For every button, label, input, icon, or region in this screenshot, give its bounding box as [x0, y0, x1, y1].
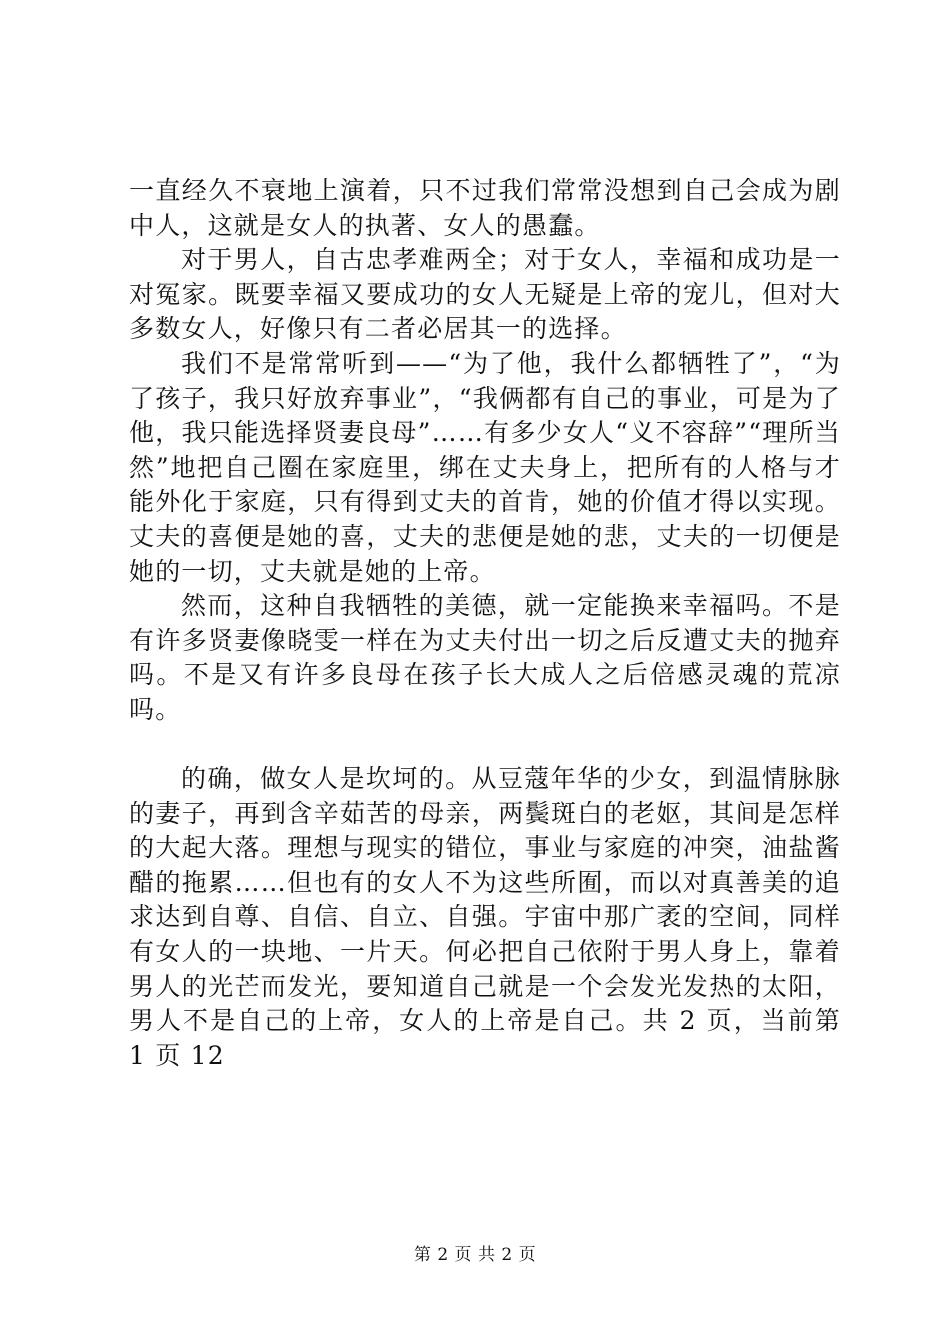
- page-footer: 第 2 页 共 2 页: [413, 1245, 537, 1265]
- paragraph-1: 一直经久不衰地上演着，只不过我们常常没想到自己会成为剧中人，这就是女人的执著、女人的愚蠢。: [129, 176, 841, 240]
- document-body: [129, 174, 841, 1073]
- paragraph-3: 我们不是常常听到——“为了他，我什么都牺牲了”，“为了孩子，我只好放弃事业”，“我俩都有自己的事业，可是为了他，我只能选择贤妻良母”……有多少女人“义不容辞”“理所当然”地把自己圈在家庭里，绑在丈夫身上，把所有的人格与才能外化于家庭，只有得到丈夫的首肯，她的价值才得以实现。丈夫的喜便是她的喜，丈夫的悲便是她的悲，丈夫的一切便是她的一切，丈夫就是她的上帝。: [129, 348, 841, 586]
- paragraph-4: 然而，这种自我牺牲的美德，就一定能换来幸福吗。不是有许多贤妻像晓雯一样在为丈夫付出一切之后反遭丈夫的抛弃吗。不是又有许多良母在孩子长大成人之后倍感灵魂的荒凉吗。: [129, 591, 841, 724]
- paragraph-5: 的确，做女人是坎坷的。从豆蔻年华的少女，到温情脉脉的妻子，再到含辛茹苦的母亲，两鬓斑白的老妪，其间是怎样的大起大落。理想与现实的错位，事业与家庭的冲突，油盐酱醋的拖累……但也有的女人不为这些所囿，而以对真善美的追求达到自尊、自信、自立、自强。宇宙中那广袤的空间，同样有女人的一块地、一片天。何必把自己依附于男人身上，靠着男人的光芒而发光，要知道自己就是一个会发光发热的太阳，男人不是自己的上帝，女人的上帝是自己。共 2 页，当前第 1 页 12: [129, 764, 841, 1070]
- paragraph-2: 对于男人，自古忠孝难两全；对于女人，幸福和成功是一对冤家。既要幸福又要成功的女人无疑是上帝的宠儿，但对大多数女人，好像只有二者必居其一的选择。: [129, 245, 841, 344]
